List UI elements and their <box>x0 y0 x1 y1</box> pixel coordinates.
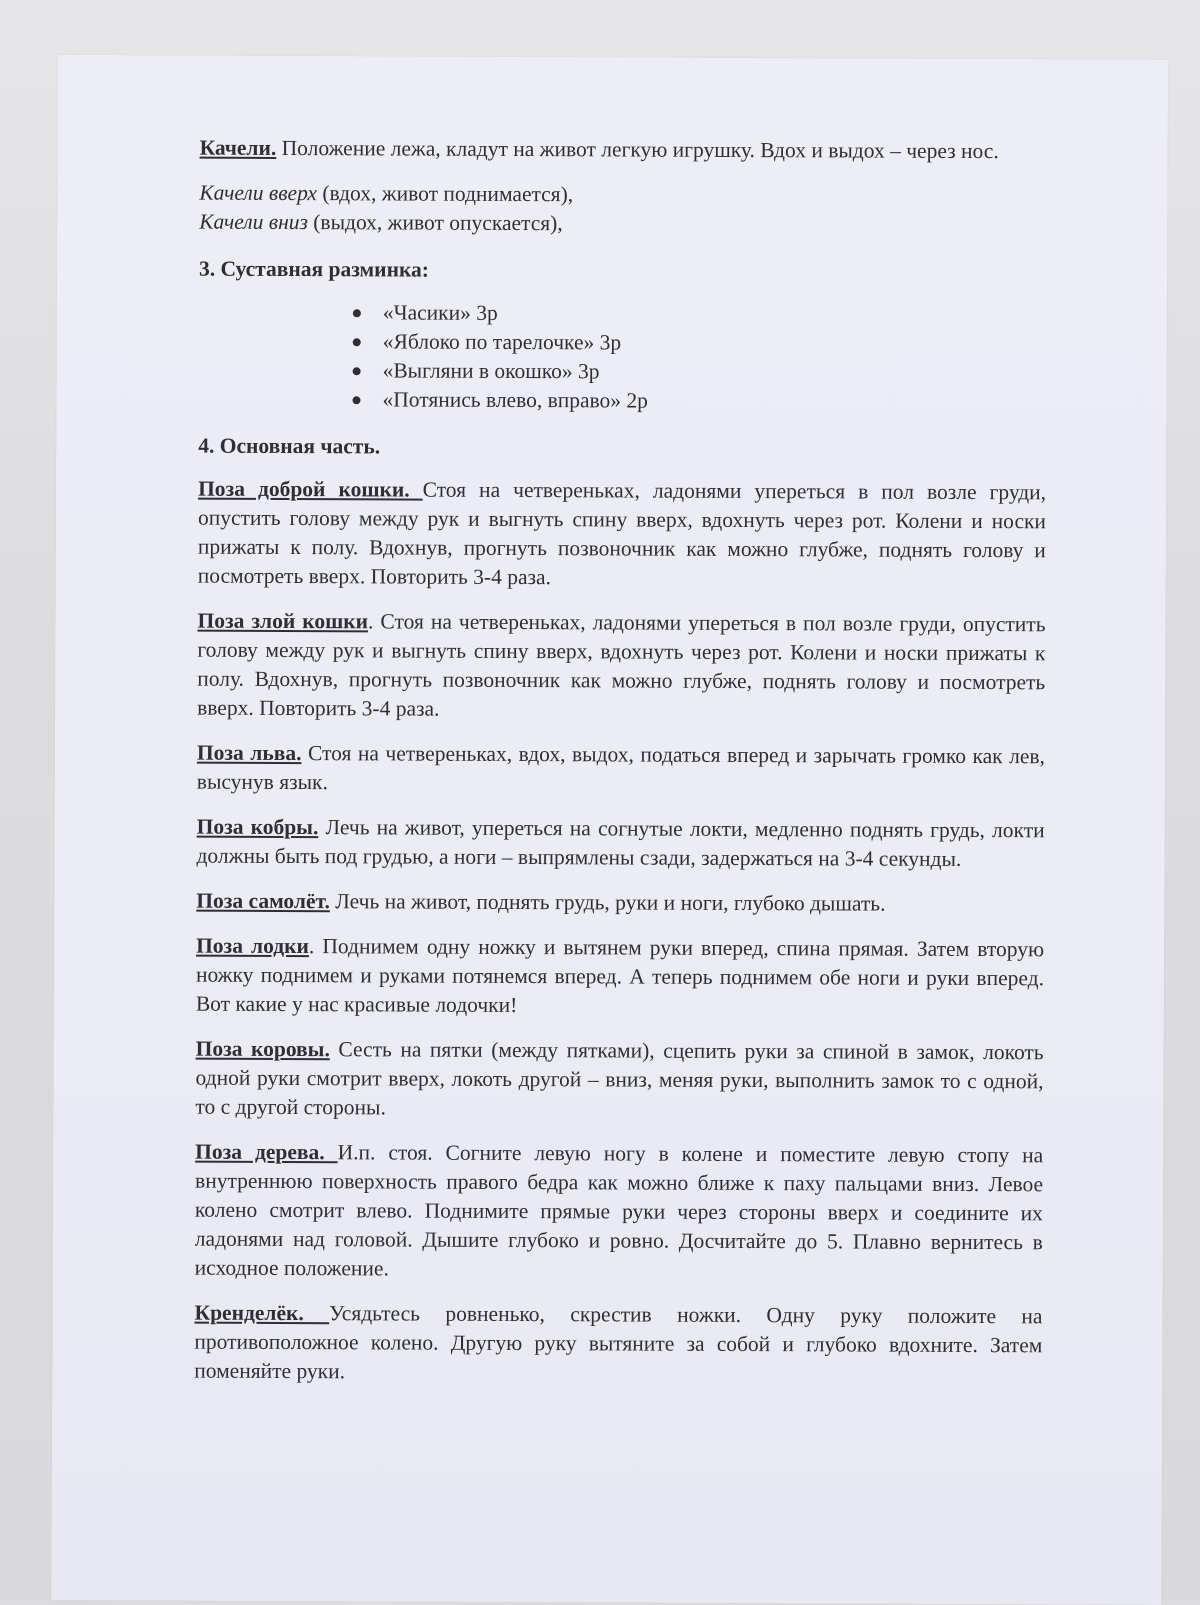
bullet-icon <box>353 338 361 346</box>
bullet-icon <box>353 367 361 375</box>
swing-paragraph <box>200 134 1048 167</box>
warmup-item <box>349 298 1047 330</box>
warmup-item-text: «Потянись влево, вправо» 2р <box>382 387 649 413</box>
pose-paragraph-lion <box>197 739 1045 801</box>
pose-text: Сесть на пятки (между пятками), сцепить руки за спиной в замок, локоть одной руки смотрит вверх, локоть другой – вниз, меняя руки, выполнить замок то с одной, то с другой стороны. <box>195 1037 1044 1120</box>
warmup-item-text: «Выгляни в окошко» 3р <box>382 358 600 384</box>
swing-text: Положение лежа, кладут на живот легкую игрушку. Вдох и выдох – через нос. <box>276 135 999 164</box>
warmup-item <box>349 356 1047 388</box>
swing-down-label: Качели вниз <box>199 209 308 235</box>
warmup-item-text: «Яблоко по тарелочке» 3р <box>382 329 622 355</box>
warmup-heading: 3. Суставная разминка: <box>199 256 430 282</box>
bullet-icon <box>353 309 361 317</box>
swing-up-label: Качели вверх <box>199 180 318 206</box>
warmup-item <box>348 385 1046 417</box>
pose-title: Кренделёк. <box>194 1300 330 1326</box>
pose-paragraph-boat <box>196 932 1044 1023</box>
pose-text: Стоя на четвереньках, ладонями упереться в пол возле груди, опустить голову между рук и выгнуть спину вверх, вдохнуть через рот. Колени и носки прижаты к полу. Вдохнув, прогнуть позвоночник как можно глубже, поднять голову и посмотреть вверх. Повторить 3-4 раза. <box>197 477 1047 590</box>
pose-paragraph-cobra <box>196 813 1044 875</box>
pose-paragraph-cow <box>195 1035 1043 1126</box>
pose-text: И.п. стоя. Согните левую ногу в колене и поместите левую стопу на внутреннюю поверхность правого бедра как можно ближе к паху пальцами вниз. Левое колено смотрит влево. Поднимите прямые руки через стороны вверх и соедините их ладонями над головой. Дышите глубоко и ровно. Досчитайте до 5. Плавно вернитесь в исходное положение. <box>194 1140 1044 1281</box>
pose-title: Поза лодки <box>196 933 309 959</box>
pose-title: Поза кобры. <box>196 814 319 840</box>
pose-title: Поза льва. <box>196 740 302 766</box>
pose-paragraph-airplane <box>196 887 1044 920</box>
warmup-item <box>349 327 1047 359</box>
swing-down-text: (выдох, живот опускается), <box>307 210 563 236</box>
pose-paragraph-tree <box>195 1138 1044 1287</box>
swing-variants <box>199 179 1047 241</box>
pose-paragraph-pretzel <box>194 1299 1042 1390</box>
swing-up-line <box>199 179 1047 212</box>
pose-title: Поза самолёт. <box>196 888 330 914</box>
document-page <box>51 55 1168 1605</box>
main-heading: 4. Основная часть. <box>198 433 381 459</box>
pose-title: Поза доброй кошки. <box>198 476 423 502</box>
pose-title: Поза дерева. <box>195 1139 338 1165</box>
swing-title: Качели. <box>199 135 277 160</box>
pose-paragraph-good-cat <box>198 475 1046 595</box>
pose-text: . Поднимем одну ножку и вытянем руки вперед, спина прямая. Затем вторую ножку поднимем и руками потянемся вперед. А теперь поднимем обе ноги и руки вперед. Вот какие у нас красивые лодочки! <box>195 934 1045 1018</box>
pose-paragraph-angry-cat <box>197 607 1045 727</box>
swing-down-line <box>199 208 1047 241</box>
swing-up-text: (вдох, живот поднимается), <box>316 181 574 207</box>
pose-title: Поза злой кошки <box>197 608 369 634</box>
warmup-item-text: «Часики» 3р <box>382 300 498 325</box>
pose-text: . Стоя на четвереньках, ладонями упереться в пол возле груди, опустить голову между рук и выгнуть спину вверх, вдохнуть через рот. Колени и носки прижаты к полу. Вдохнув, прогнуть позвоночник как можно глубже, поднять голову и посмотреть вверх. Повторить 3-4 раза. <box>197 609 1046 721</box>
pose-text: Усядьтесь ровненько, скрестив ножки. Одну руку положите на противоположное колено. Другую руку вытяните за собой и глубоко вдохните. Затем поменяйте руки. <box>194 1301 1043 1384</box>
document-content <box>194 134 1048 1406</box>
pose-text: Лечь на живот, поднять грудь, руки и ноги, глубоко дышать. <box>329 889 886 916</box>
bullet-icon <box>352 396 360 404</box>
warmup-list <box>198 298 1046 418</box>
pose-text: Стоя на четвереньках, вдох, выдох, податься вперед и зарычать громко как лев, высунув язык. <box>196 741 1046 795</box>
pose-title: Поза коровы. <box>195 1036 330 1062</box>
pose-text: Лечь на живот, упереться на согнутые локти, медленно поднять грудь, локти должны быть под грудью, а ноги – выпрямлены сзади, задержаться на 3-4 секунды. <box>196 815 1045 871</box>
